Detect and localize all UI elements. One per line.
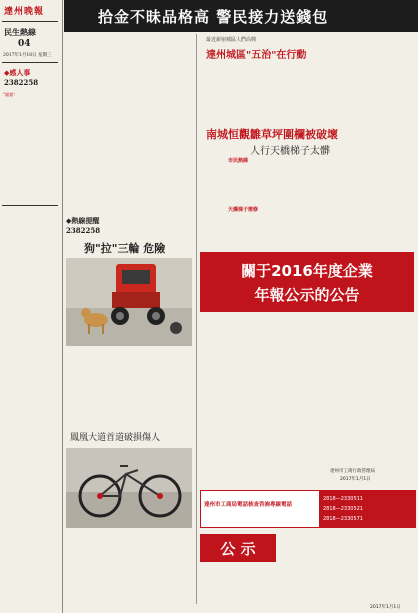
right-article-col2 — [312, 156, 414, 212]
ad-phone-list — [319, 491, 415, 524]
ad-phone: 2818—2330511 — [323, 496, 363, 502]
story1-body — [66, 350, 192, 428]
article-sub-2: 天橋梯子需修 — [228, 207, 259, 213]
box-phone: 2382258 — [4, 78, 39, 87]
section-title: 民生熱線 — [4, 27, 36, 37]
notice-title-line1: 關于2016年度企業 — [241, 262, 373, 280]
gongshi-body-left — [200, 566, 276, 606]
notice-title-line2: 年報公示的公告 — [254, 286, 360, 304]
bicycle-photo — [66, 448, 192, 528]
article-headline-2: 南城恒觀雛草坪圍欄被破壞 — [206, 128, 338, 141]
divider — [2, 205, 58, 206]
page-number: 04 — [18, 39, 31, 49]
ad-phone-panel — [319, 491, 415, 527]
sidebar-article-lead: "謝謝！ — [3, 92, 18, 97]
newspaper-logo: 達州晚報 — [4, 7, 45, 17]
notice-date: 2017年1月1日 — [340, 477, 371, 482]
article-kicker: 最近新宿城區人們高興 — [206, 37, 257, 43]
dog-tricycle-photo — [66, 258, 192, 346]
gongshi-header — [200, 534, 276, 562]
ad-phone: 2818—2330521 — [323, 506, 363, 512]
notice-body-col1 — [200, 318, 306, 488]
sidebar-article — [3, 92, 57, 200]
notice-body-col2 — [310, 318, 414, 468]
bicycle-illustration — [66, 448, 192, 528]
article-headline-3: 人行天橋梯子太髒 — [250, 146, 330, 157]
article-sub-1: 市民熱線 — [228, 158, 249, 164]
ad-title: 達州市工商局電話核查咨詢專線電話 — [204, 502, 293, 508]
issue-date: 2017年1月18日 星期三 — [3, 53, 52, 58]
divider — [2, 62, 58, 63]
notice-org: 達州市工商行政管理局 — [330, 469, 375, 474]
credits — [3, 558, 57, 608]
gongshi-body-right — [282, 534, 414, 602]
dog-tricycle-illustration — [66, 258, 192, 346]
lead-article-body — [66, 36, 192, 212]
story2-headline: 鳳凰大道首道破損傷人 — [70, 433, 161, 443]
ad-phone: 2818—2330571 — [323, 516, 363, 522]
right-article-col1 — [200, 164, 306, 204]
banner-headline: 拾金不昧品格高 警民接力送錢包 — [98, 8, 329, 26]
box-title: ◆感人事 — [4, 68, 31, 77]
divider — [2, 21, 58, 22]
story2-body — [66, 532, 192, 606]
article-headline-red: 達州城區"五治"在行動 — [206, 50, 307, 61]
gongshi-date: 2017年1月1日 — [370, 605, 401, 610]
hotline-title: ◆熱線提醒 — [66, 216, 100, 225]
top-banner — [64, 0, 418, 32]
hotline-ad — [200, 490, 416, 528]
gongshi-title: 公 示 — [220, 540, 256, 558]
notice-header — [200, 252, 414, 312]
hotline-phone: 2382258 — [66, 226, 101, 235]
right-article-body — [200, 62, 414, 122]
column-rule — [196, 34, 197, 604]
sidebar — [0, 0, 63, 613]
story1-headline: 狗"拉"三輪 危險 — [84, 242, 166, 255]
